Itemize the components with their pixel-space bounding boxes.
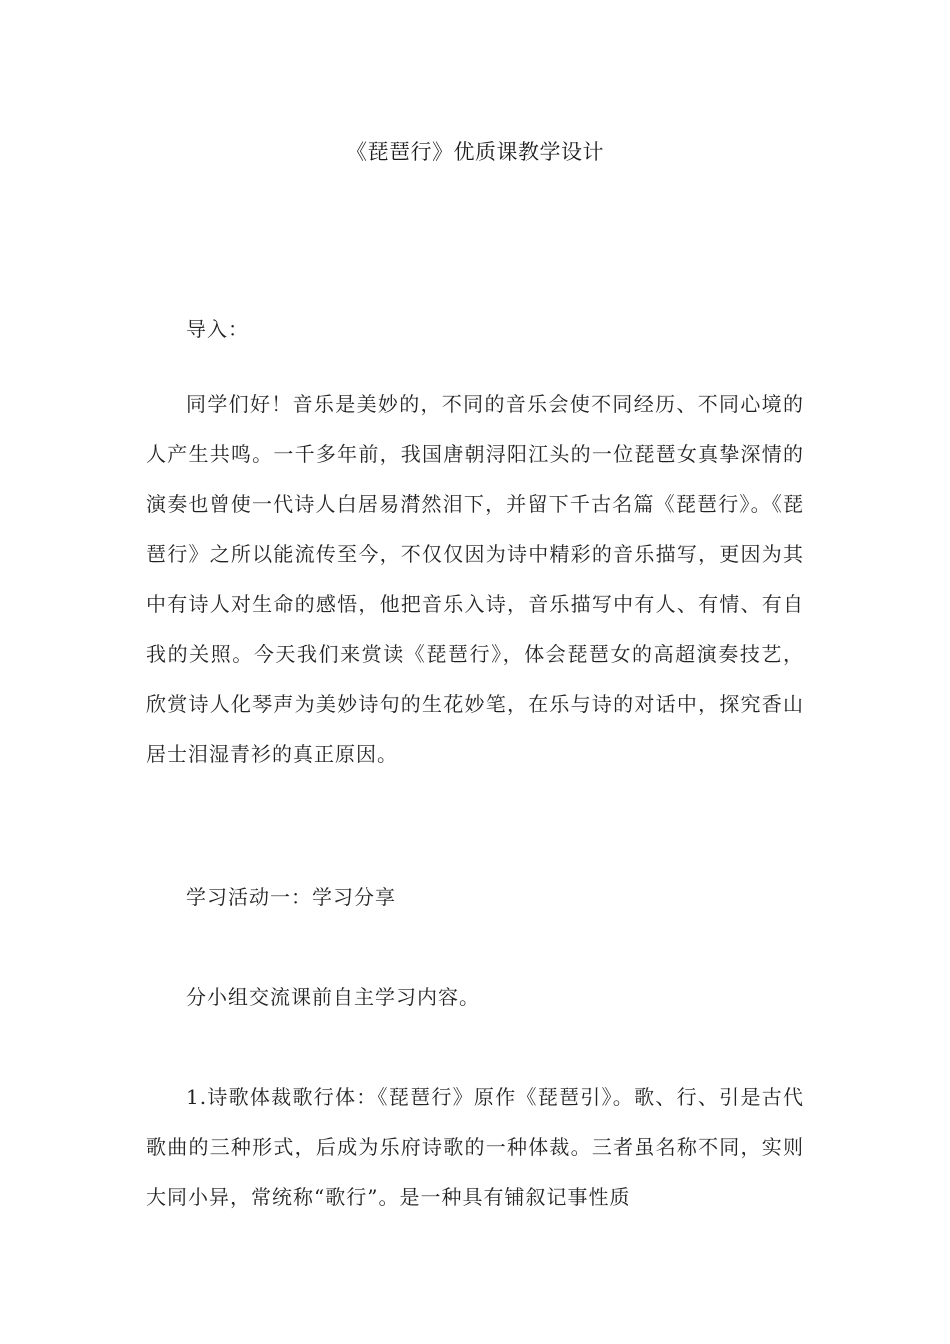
intro-paragraph: 同学们好！音乐是美妙的，不同的音乐会使不同经历、不同心境的人产生共鸣。一千多年前，我国唐朝浔阳江头的一位琵琶女真挚深情的演奏也曾使一代诗人白居易潸然泪下，并留下千古名篇《琵琶行》。《琵琶行》之所以能流传至今，不仅仅因为诗中精彩的音乐描写，更因为其中有诗人对生命的感悟，他把音乐入诗，音乐描写中有人、有情、有自我的关照。今天我们来赏读《琵琶行》，体会琵琶女的高超演奏技艺，欣赏诗人化琴声为美妙诗句的生花妙笔，在乐与诗的对话中，探究香山居士泪湿青衫的真正原因。 [146, 392, 804, 766]
activity-one-heading: 学习活动一：学习分享 [186, 885, 396, 909]
item-one-paragraph: 1.诗歌体裁歌行体：《琵琶行》原作《琵琶引》。歌、行、引是古代歌曲的三种形式，后成为乐府诗歌的一种体裁。三者虽名称不同，实则大同小异，常统称“歌行”。是一种具有铺叙记事性质 [146, 1085, 804, 1209]
document-title: 《琵琶行》优质课教学设计 [346, 140, 604, 164]
activity-one-task: 分小组交流课前自主学习内容。 [186, 985, 480, 1009]
intro-heading: 导入： [186, 317, 249, 341]
